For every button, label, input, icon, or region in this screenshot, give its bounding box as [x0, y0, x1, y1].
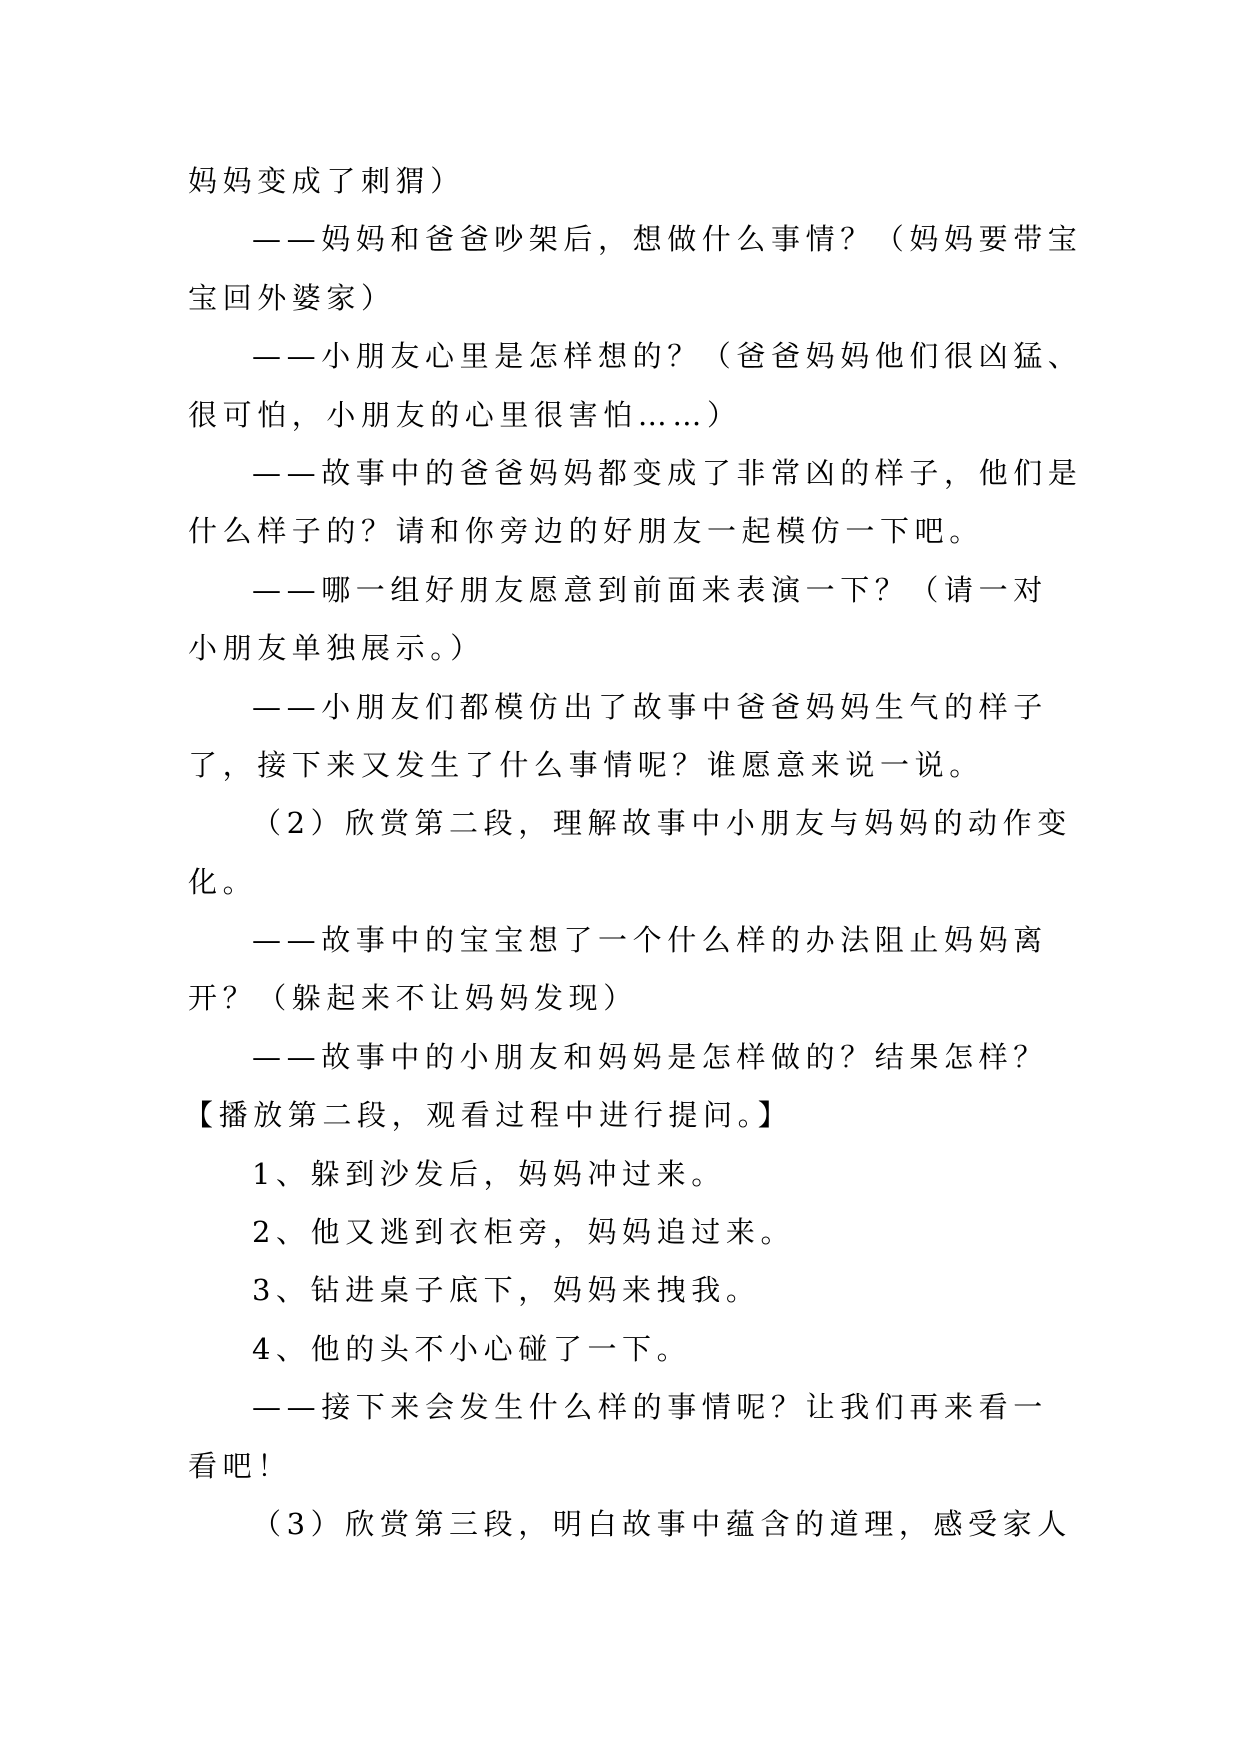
text-line: 【播放第二段，观看过程中进行提问。】	[184, 1098, 793, 1133]
list-item: 2、他又逃到衣柜旁，妈妈追过来。	[252, 1215, 796, 1250]
text-line: ——故事中的宝宝想了一个什么样的办法阻止妈妈离	[252, 923, 1048, 958]
text-line: ——小朋友心里是怎样想的？（爸爸妈妈他们很凶猛、	[252, 339, 1083, 374]
section-heading: （3）欣赏第三段，明白故事中蕴含的道理，感受家人	[252, 1506, 1072, 1541]
text-line: ——小朋友们都模仿出了故事中爸爸妈妈生气的样子	[252, 689, 1048, 724]
text-line: 化。	[188, 864, 258, 899]
text-line: 宝回外婆家）	[188, 280, 396, 315]
text-line: 开？（躲起来不让妈妈发现）	[188, 981, 638, 1016]
text-line: 小朋友单独展示。）	[188, 631, 485, 666]
text-line: ——妈妈和爸爸吵架后，想做什么事情？（妈妈要带宝	[252, 222, 1083, 257]
text-line: ——接下来会发生什么样的事情呢？让我们再来看一	[252, 1390, 1048, 1425]
section-heading: （2）欣赏第二段，理解故事中小朋友与妈妈的动作变	[252, 806, 1072, 841]
text-line: 很可怕，小朋友的心里很害怕……）	[188, 397, 742, 432]
text-line: ——哪一组好朋友愿意到前面来表演一下？（请一对	[252, 572, 1048, 607]
document-body	[184, 152, 1083, 1553]
text-line: 妈妈变成了刺猬）	[188, 164, 465, 198]
list-item: 4、他的头不小心碰了一下。	[252, 1331, 692, 1366]
list-item: 3、钻进桌子底下，妈妈来拽我。	[252, 1273, 761, 1308]
text-line: ——故事中的小朋友和妈妈是怎样做的？结果怎样？	[252, 1039, 1048, 1074]
text-line: 什么样子的？请和你旁边的好朋友一起模仿一下吧。	[188, 514, 984, 549]
list-item: 1、躲到沙发后，妈妈冲过来。	[252, 1156, 726, 1191]
text-line: 看吧！	[188, 1448, 292, 1483]
text-line: 了，接下来又发生了什么事情呢？谁愿意来说一说。	[188, 747, 984, 782]
text-line: ——故事中的爸爸妈妈都变成了非常凶的样子，他们是	[252, 455, 1083, 490]
